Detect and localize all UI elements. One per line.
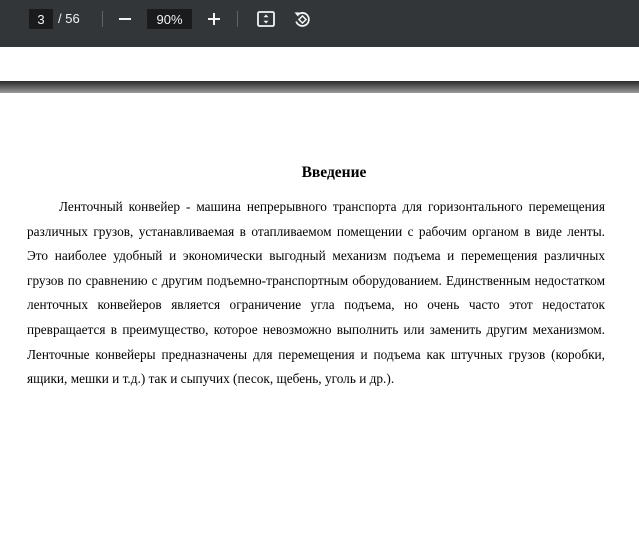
pdf-page bbox=[0, 93, 639, 542]
page-number-input[interactable] bbox=[29, 9, 53, 29]
fit-to-page-button[interactable] bbox=[253, 6, 279, 32]
document-heading: Введение bbox=[301, 164, 367, 181]
zoom-out-button[interactable] bbox=[112, 6, 138, 32]
document-paragraph: Ленточный конвейер - машина непрерывного транспорта для горизонтального перемещения различных грузов, устанавливаемая в отапливаемом помещении с рабочим органом в виде ленты. Это наиболее удобный и экономически выгодный механизм подъема и перемещения различных грузов по сравнению с другим подъемно-транспортным оборудованием. Единственным недостатком ленточных конвейеров является ограничение угла подъема, но очень часто этот недостаток превращается в преимущество, которое невозможно выполнить или заменить другим механизмом. Ленточные конвейеры предназначены для перемещения и подъема как штучных грузов (коробки, ящики, мешки и т.д.) так и сыпучих (песок, щебень, уголь и др.). bbox=[27, 199, 605, 387]
page-count-label: / 56 bbox=[58, 11, 80, 26]
page-separator bbox=[0, 81, 639, 93]
document-viewer[interactable] bbox=[0, 47, 639, 542]
previous-page bbox=[0, 47, 639, 81]
rotate-counterclockwise-icon bbox=[292, 9, 312, 29]
toolbar-divider bbox=[102, 11, 103, 27]
zoom-level-input[interactable] bbox=[147, 9, 192, 29]
rotate-button[interactable] bbox=[289, 6, 315, 32]
toolbar-divider bbox=[237, 11, 238, 27]
fit-to-page-icon bbox=[256, 9, 276, 29]
minus-icon bbox=[118, 12, 132, 26]
plus-icon bbox=[207, 12, 221, 26]
zoom-in-button[interactable] bbox=[201, 6, 227, 32]
pdf-toolbar bbox=[0, 0, 639, 47]
